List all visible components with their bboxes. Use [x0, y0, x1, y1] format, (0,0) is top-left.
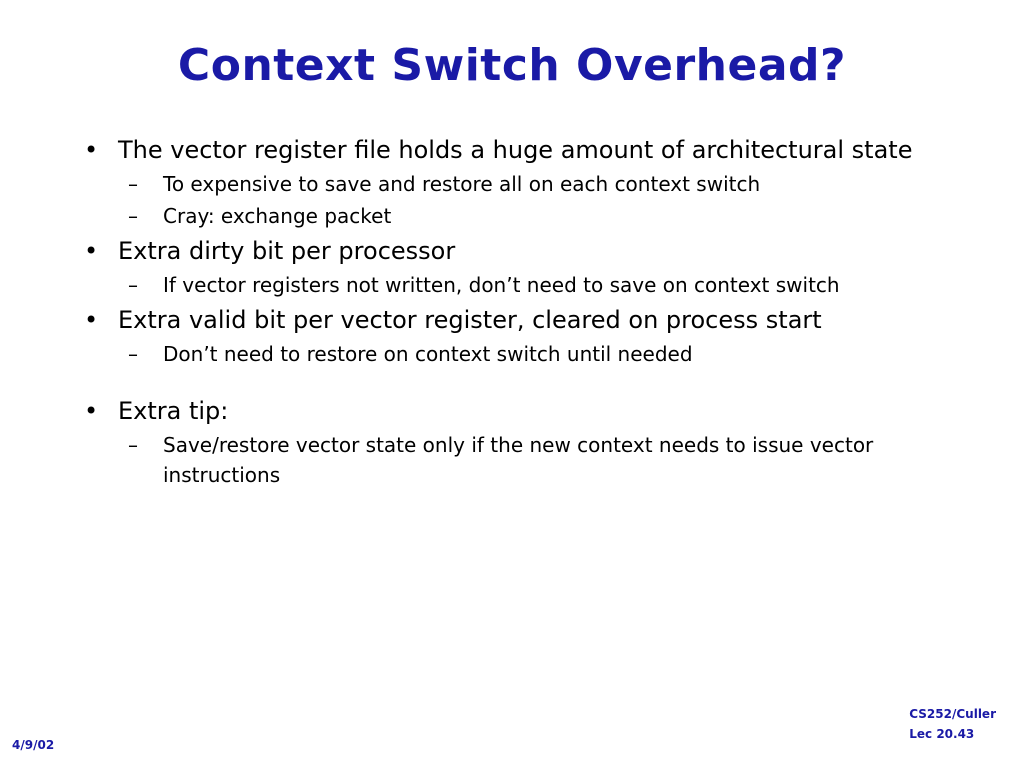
footer-date: 4/9/02: [12, 738, 55, 752]
slide-content: [78, 134, 958, 494]
sub-bullet-text: Don’t need to restore on context switch until needed: [163, 342, 693, 366]
bullet-group: [78, 304, 958, 369]
bullet-item: [78, 304, 958, 337]
bullet-marker: •: [84, 306, 99, 334]
bullet-text: Extra dirty bit per processor: [118, 237, 456, 265]
footer-lecture: Lec 20.43: [909, 727, 975, 741]
bullet-item: [78, 134, 958, 167]
bullet-item: [78, 395, 958, 428]
sub-bullet-marker: –: [128, 273, 138, 297]
bullet-item: [78, 235, 958, 268]
footer-course-info: [909, 704, 996, 744]
sub-bullet-text: To expensive to save and restore all on each context switch: [163, 172, 761, 196]
sub-bullet-item: [78, 201, 958, 231]
footer-course: CS252/Culler: [909, 707, 996, 721]
sub-bullet-item: [78, 430, 958, 490]
sub-bullet-marker: –: [128, 172, 138, 196]
sub-bullet-marker: –: [128, 204, 138, 228]
bullet-marker: •: [84, 397, 99, 425]
sub-bullet-marker: –: [128, 342, 138, 366]
bullet-group: [78, 395, 958, 490]
bullet-marker: •: [84, 237, 99, 265]
slide-title: Context Switch Overhead?: [177, 40, 847, 91]
sub-bullet-text: Save/restore vector state only if the new context needs to issue vector instructions: [163, 433, 874, 487]
sub-bullet-item: [78, 169, 958, 199]
sub-bullet-item: [78, 270, 958, 300]
bullet-text: Extra tip:: [118, 397, 229, 425]
bullet-text: Extra valid bit per vector register, cleared on process start: [118, 306, 822, 334]
sub-bullet-marker: –: [128, 433, 138, 457]
bullet-text: The vector register file holds a huge amount of architectural state: [118, 136, 913, 164]
bullet-marker: •: [84, 136, 99, 164]
sub-bullet-item: [78, 339, 958, 369]
sub-bullet-text: Cray: exchange packet: [163, 204, 392, 228]
sub-bullet-text: If vector registers not written, don’t need to save on context switch: [163, 273, 840, 297]
bullet-group: [78, 235, 958, 300]
bullet-group: [78, 134, 958, 231]
